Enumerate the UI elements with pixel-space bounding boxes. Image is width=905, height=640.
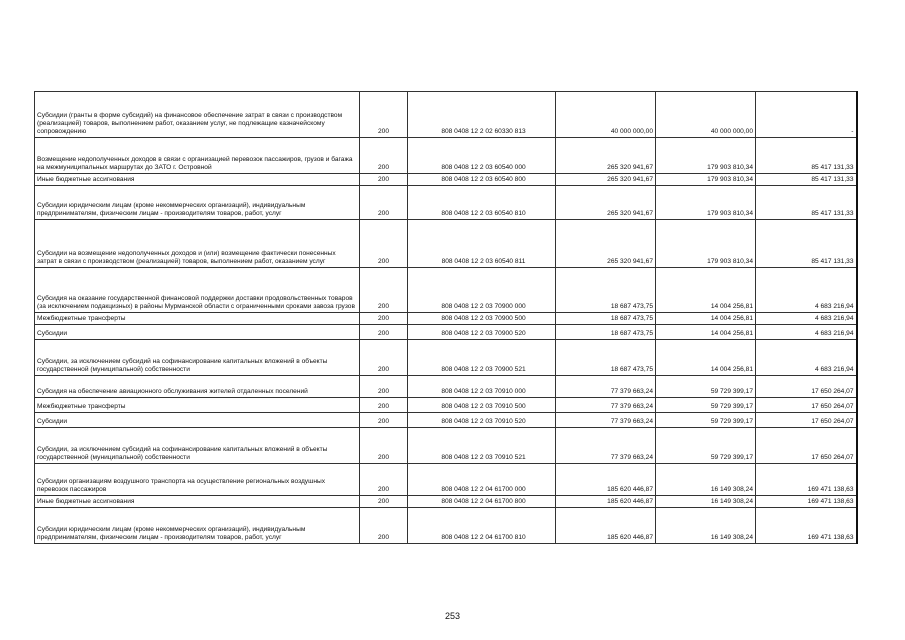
budget-classification-code-cell: 808 0408 12 2 04 61700 800 bbox=[408, 496, 556, 508]
table-row bbox=[35, 496, 857, 508]
executed-amount-cell: 14 004 256,81 bbox=[656, 268, 756, 313]
unexecuted-amount-cell: - bbox=[756, 92, 857, 138]
executed-amount-cell: 59 729 399,17 bbox=[656, 398, 756, 413]
unexecuted-amount-cell: 85 417 131,33 bbox=[756, 138, 857, 174]
table-row bbox=[35, 428, 857, 464]
approved-amount-cell: 18 687 473,75 bbox=[556, 268, 656, 313]
page-number: 253 bbox=[444, 611, 461, 621]
approved-amount-cell: 185 620 446,87 bbox=[556, 464, 656, 496]
approved-amount-cell: 77 379 663,24 bbox=[556, 413, 656, 428]
table-row bbox=[35, 413, 857, 428]
line-code-cell: 200 bbox=[360, 138, 408, 174]
expense-name-cell: Субсидия на обеспечение авиационного обслуживания жителей отдаленных поселений bbox=[35, 376, 360, 398]
table-row bbox=[35, 268, 857, 313]
expense-name-cell: Иные бюджетные ассигнования bbox=[35, 174, 360, 186]
approved-amount-cell: 77 379 663,24 bbox=[556, 398, 656, 413]
budget-classification-code-cell: 808 0408 12 2 03 60540 810 bbox=[408, 186, 556, 220]
budget-classification-code-cell: 808 0408 12 2 03 70900 500 bbox=[408, 313, 556, 325]
approved-amount-cell: 18 687 473,75 bbox=[556, 313, 656, 325]
executed-amount-cell: 16 149 308,24 bbox=[656, 496, 756, 508]
unexecuted-amount-cell: 85 417 131,33 bbox=[756, 220, 857, 268]
unexecuted-amount-cell: 4 683 216,94 bbox=[756, 340, 857, 376]
table-row bbox=[35, 508, 857, 544]
unexecuted-amount-cell: 169 471 138,63 bbox=[756, 508, 857, 544]
line-code-cell: 200 bbox=[360, 496, 408, 508]
expense-name-cell: Субсидии организациям воздушного транспорта на осуществление региональных воздушных перевозок пассажиров bbox=[35, 464, 360, 496]
executed-amount-cell: 179 903 810,34 bbox=[656, 186, 756, 220]
line-code-cell: 200 bbox=[360, 340, 408, 376]
line-code-cell: 200 bbox=[360, 508, 408, 544]
unexecuted-amount-cell: 4 683 216,94 bbox=[756, 325, 857, 340]
unexecuted-amount-cell: 169 471 138,63 bbox=[756, 464, 857, 496]
budget-classification-code-cell: 808 0408 12 2 03 70900 000 bbox=[408, 268, 556, 313]
executed-amount-cell: 14 004 256,81 bbox=[656, 313, 756, 325]
line-code-cell: 200 bbox=[360, 413, 408, 428]
unexecuted-amount-cell: 17 650 264,07 bbox=[756, 428, 857, 464]
line-code-cell: 200 bbox=[360, 464, 408, 496]
budget-classification-code-cell: 808 0408 12 2 03 70900 521 bbox=[408, 340, 556, 376]
line-code-cell: 200 bbox=[360, 268, 408, 313]
line-code-cell: 200 bbox=[360, 186, 408, 220]
expense-name-cell: Межбюджетные трансферты bbox=[35, 398, 360, 413]
expense-name-cell: Субсидии, за исключением субсидий на софинансирование капитальных вложений в объекты государственной (муниципальной) собственности bbox=[35, 428, 360, 464]
table-row bbox=[35, 464, 857, 496]
expense-name-cell: Межбюджетные трансферты bbox=[35, 313, 360, 325]
table-row bbox=[35, 325, 857, 340]
executed-amount-cell: 16 149 308,24 bbox=[656, 464, 756, 496]
expense-name-cell: Иные бюджетные ассигнования bbox=[35, 496, 360, 508]
line-code-cell: 200 bbox=[360, 174, 408, 186]
approved-amount-cell: 18 687 473,75 bbox=[556, 325, 656, 340]
line-code-cell: 200 bbox=[360, 313, 408, 325]
expense-name-cell: Возмещение недополученных доходов в связи с организацией перевозок пассажиров, грузов и багажа на межмуниципальных маршрутах до ЗАТО г. Островной bbox=[35, 138, 360, 174]
unexecuted-amount-cell: 17 650 264,07 bbox=[756, 413, 857, 428]
approved-amount-cell: 265 320 941,67 bbox=[556, 186, 656, 220]
executed-amount-cell: 179 903 810,34 bbox=[656, 174, 756, 186]
table-row bbox=[35, 313, 857, 325]
line-code-cell: 200 bbox=[360, 376, 408, 398]
approved-amount-cell: 77 379 663,24 bbox=[556, 376, 656, 398]
executed-amount-cell: 59 729 399,17 bbox=[656, 428, 756, 464]
executed-amount-cell: 179 903 810,34 bbox=[656, 138, 756, 174]
line-code-cell: 200 bbox=[360, 398, 408, 413]
line-code-cell: 200 bbox=[360, 92, 408, 138]
table-row bbox=[35, 174, 857, 186]
table-row bbox=[35, 376, 857, 398]
line-code-cell: 200 bbox=[360, 220, 408, 268]
expense-name-cell: Субсидия на оказание государственной финансовой поддержки доставки продовольственных товаров (за исключением подакцизных) в районы Мурманской области с ограниченными сроками завоза грузов bbox=[35, 268, 360, 313]
executed-amount-cell: 59 729 399,17 bbox=[656, 376, 756, 398]
table-row bbox=[35, 138, 857, 174]
approved-amount-cell: 18 687 473,75 bbox=[556, 340, 656, 376]
table-row bbox=[35, 340, 857, 376]
budget-execution-table bbox=[34, 91, 858, 544]
budget-classification-code-cell: 808 0408 12 2 04 61700 810 bbox=[408, 508, 556, 544]
approved-amount-cell: 265 320 941,67 bbox=[556, 174, 656, 186]
budget-table-container bbox=[34, 91, 856, 544]
line-code-cell: 200 bbox=[360, 325, 408, 340]
unexecuted-amount-cell: 85 417 131,33 bbox=[756, 174, 857, 186]
expense-name-cell: Субсидии на возмещение недополученных доходов и (или) возмещение фактически понесенных затрат в связи с производством (реализацией) товаров, выполнением работ, оказанием услуг bbox=[35, 220, 360, 268]
executed-amount-cell: 59 729 399,17 bbox=[656, 413, 756, 428]
budget-classification-code-cell: 808 0408 12 2 03 60540 800 bbox=[408, 174, 556, 186]
unexecuted-amount-cell: 85 417 131,33 bbox=[756, 186, 857, 220]
approved-amount-cell: 77 379 663,24 bbox=[556, 428, 656, 464]
budget-classification-code-cell: 808 0408 12 2 03 70900 520 bbox=[408, 325, 556, 340]
approved-amount-cell: 185 620 446,87 bbox=[556, 496, 656, 508]
budget-classification-code-cell: 808 0408 12 2 03 60540 811 bbox=[408, 220, 556, 268]
executed-amount-cell: 179 903 810,34 bbox=[656, 220, 756, 268]
approved-amount-cell: 185 620 446,87 bbox=[556, 508, 656, 544]
line-code-cell: 200 bbox=[360, 428, 408, 464]
expense-name-cell: Субсидии bbox=[35, 413, 360, 428]
budget-classification-code-cell: 808 0408 12 2 03 70910 500 bbox=[408, 398, 556, 413]
unexecuted-amount-cell: 4 683 216,94 bbox=[756, 268, 857, 313]
budget-classification-code-cell: 808 0408 12 2 02 60330 813 bbox=[408, 92, 556, 138]
budget-classification-code-cell: 808 0408 12 2 03 70910 520 bbox=[408, 413, 556, 428]
expense-name-cell: Субсидии юридическим лицам (кроме некоммерческих организаций), индивидуальным предпринимателям, физическим лицам - производителям товаров, работ, услуг bbox=[35, 186, 360, 220]
executed-amount-cell: 40 000 000,00 bbox=[656, 92, 756, 138]
unexecuted-amount-cell: 4 683 216,94 bbox=[756, 313, 857, 325]
approved-amount-cell: 265 320 941,67 bbox=[556, 138, 656, 174]
expense-name-cell: Субсидии bbox=[35, 325, 360, 340]
expense-name-cell: Субсидии юридическим лицам (кроме некоммерческих организаций), индивидуальным предпринимателям, физическим лицам - производителям товаров, работ, услуг bbox=[35, 508, 360, 544]
approved-amount-cell: 265 320 941,67 bbox=[556, 220, 656, 268]
expense-name-cell: Субсидии, за исключением субсидий на софинансирование капитальных вложений в объекты государственной (муниципальной) собственности bbox=[35, 340, 360, 376]
unexecuted-amount-cell: 17 650 264,07 bbox=[756, 376, 857, 398]
table-row bbox=[35, 398, 857, 413]
executed-amount-cell: 16 149 308,24 bbox=[656, 508, 756, 544]
table-row bbox=[35, 186, 857, 220]
unexecuted-amount-cell: 169 471 138,63 bbox=[756, 496, 857, 508]
budget-classification-code-cell: 808 0408 12 2 03 70910 000 bbox=[408, 376, 556, 398]
budget-classification-code-cell: 808 0408 12 2 04 61700 000 bbox=[408, 464, 556, 496]
table-row bbox=[35, 92, 857, 138]
table-row bbox=[35, 220, 857, 268]
expense-name-cell: Субсидии (гранты в форме субсидий) на финансовое обеспечение затрат в связи с производством (реализацией) товаров, выполнением работ, оказанием услуг, не подлежащие казначейскому сопровождению bbox=[35, 92, 360, 138]
executed-amount-cell: 14 004 256,81 bbox=[656, 325, 756, 340]
budget-classification-code-cell: 808 0408 12 2 03 70910 521 bbox=[408, 428, 556, 464]
budget-classification-code-cell: 808 0408 12 2 03 60540 000 bbox=[408, 138, 556, 174]
approved-amount-cell: 40 000 000,00 bbox=[556, 92, 656, 138]
executed-amount-cell: 14 004 256,81 bbox=[656, 340, 756, 376]
table-body bbox=[35, 92, 857, 544]
unexecuted-amount-cell: 17 650 264,07 bbox=[756, 398, 857, 413]
